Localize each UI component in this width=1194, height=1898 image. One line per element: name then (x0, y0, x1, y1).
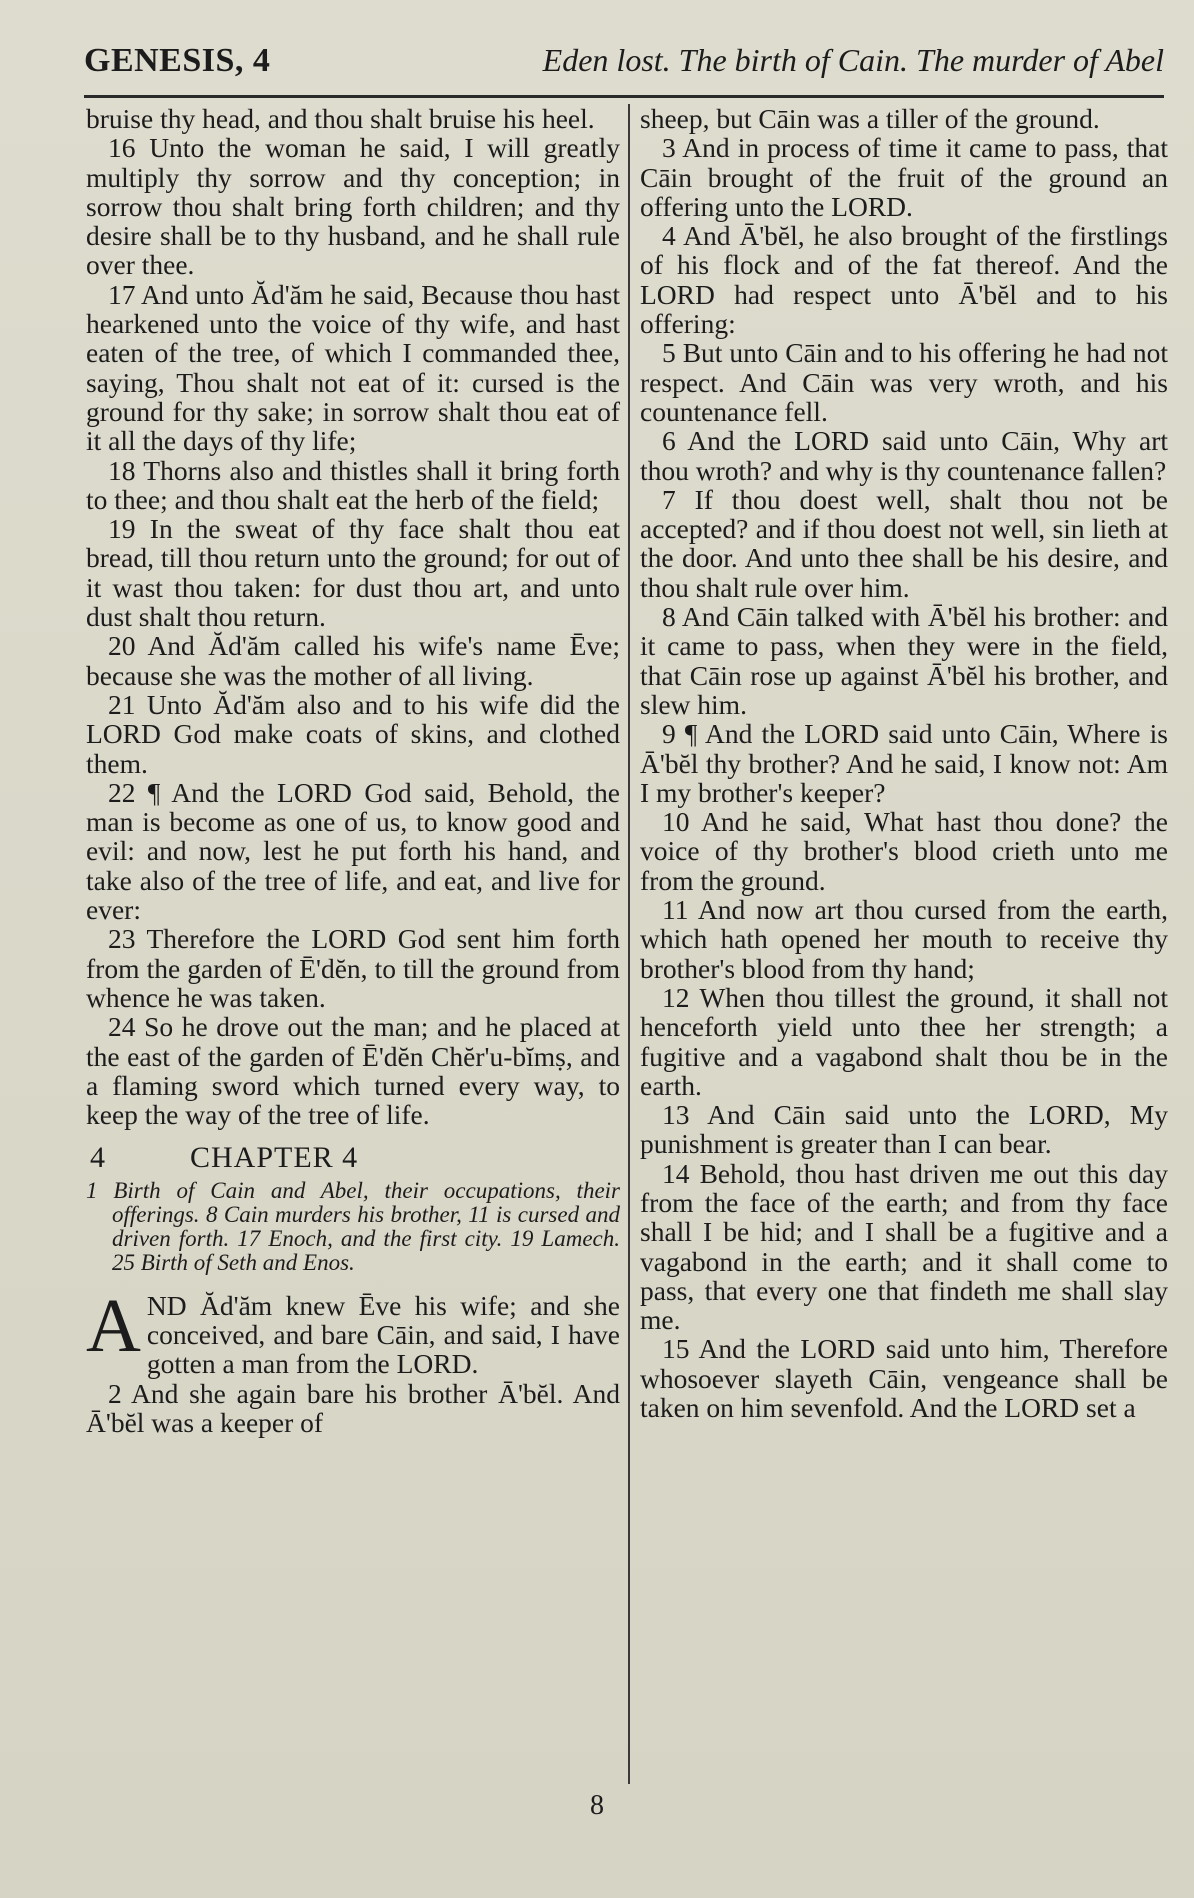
verse-3-21: 21 Unto Ăd'ăm also and to his wife did the LORD God make coats of skins, and clothed them. (86, 688, 620, 779)
left-column (86, 104, 620, 1784)
verse-4-5: 5 But unto Cāin and to his offering he had not respect. And Cāin was very wroth, and his countenance fell. (640, 337, 1168, 427)
verse-4-10: 10 And he said, What hast thou done? the voice of thy brother's blood crieth unto me from the ground. (640, 806, 1168, 896)
verse-4-11: 11 And now art thou cursed from the earth, which hath opened her mouth to receive thy brother's blood from thy hand; (640, 894, 1168, 984)
verse-4-15: 15 And the LORD said unto him, Therefore whosoever slayeth Cāin, vengeance shall be taken on him sevenfold. And the LORD set a (640, 1333, 1168, 1424)
running-header (84, 42, 1164, 88)
verse-3-18: 18 Thorns also and thistles shall it bring forth to thee; and thou shalt eat the herb of the field; (86, 454, 620, 515)
verse-4-9: 9 ¶ And the LORD said unto Cāin, Where is Ā'bĕl thy brother? And he said, I know not: Am I my brother's keeper? (640, 718, 1168, 808)
verse-4-12: 12 When thou tillest the ground, it shall not henceforth yield unto thee her strength; a fugitive and a vagabond shalt thou be in the earth. (640, 981, 1168, 1101)
right-column (640, 104, 1168, 1784)
verse-4-7: 7 If thou doest well, shalt thou not be accepted? and if thou doest not well, sin lieth at the door. And unto thee shall be his desire, and thou shalt rule over him. (640, 483, 1168, 603)
verse-4-14: 14 Behold, thou hast driven me out this day from the face of the earth; and from thy face shall I be hid; and I shall be a fugitive and a vagabond in the earth; and it shall come to pass, that every one that findeth me shall slay me. (640, 1157, 1168, 1336)
verse-continuation-right: sheep, but Cāin was a tiller of the ground. (640, 104, 1100, 134)
verse-4-4: 4 And Ā'bĕl, he also brought of the firstlings of his flock and of the fat thereof. And the LORD had respect unto Ā'bĕl and to his offering: (640, 220, 1168, 340)
chapter-title: CHAPTER 4 (190, 1141, 359, 1175)
header-rule (84, 95, 1164, 98)
verse-3-22: 22 ¶ And the LORD God said, Behold, the man is become as one of us, to know good and evil: and now, lest he put forth his hand, and take also of the tree of life, and eat, and live for ever: (86, 776, 620, 926)
page-topics-heading: Eden lost. The birth of Cain. The murder of Abel (542, 42, 1164, 78)
column-divider (628, 104, 630, 1784)
verse-4-8: 8 And Cāin talked with Ā'bĕl his brother: and it came to pass, when they were in the field, that Cāin rose up against Ā'bĕl his brother, and slew him. (640, 601, 1168, 720)
book-chapter-heading: GENESIS, 4 (84, 42, 271, 79)
verse-4-3: 3 And in process of time it came to pass, that Cāin brought of the fruit of the ground an offering unto the LORD. (640, 132, 1168, 222)
verse-continuation: bruise thy head, and thou shalt bruise his heel. (86, 104, 595, 134)
verse-3-23: 23 Therefore the LORD God sent him forth from the garden of Ē'dĕn, to till the ground from whence he was taken. (86, 923, 620, 1013)
verse-4-1-text: ND Ăd'ăm knew Ēve his wife; and she conceived, and bare Cāin, and said, I have gotten a man from the LORD. (146, 1289, 620, 1380)
chapter-number: 4 (90, 1141, 105, 1175)
drop-cap: A (86, 1283, 141, 1368)
verse-4-13: 13 And Cāin said unto the LORD, My punishment is greater than I can bear. (640, 1099, 1168, 1160)
verse-3-20: 20 And Ăd'ăm called his wife's name Ēve; because she was the mother of all living. (86, 630, 620, 691)
chapter-summary: 1 Birth of Cain and Abel, their occupations, their offerings. 8 Cain murders his brother, 11 is cursed and driven forth. 17 Enoch, and the first city. 19 Lamech. 25 Birth of Seth and Enos. (86, 1177, 620, 1275)
verse-3-17: 17 And unto Ăd'ăm he said, Because thou hast hearkened unto the voice of thy wife, and hast eaten of the tree, of which I commanded thee, saying, Thou shalt not eat of it: cursed is the ground for thy sake; in sorrow shalt thou eat of it all the days of thy life; (86, 278, 620, 457)
verse-3-16: 16 Unto the woman he said, I will greatly multiply thy sorrow and thy conception; in sorrow thou shalt bring forth children; and thy desire shall be to thy husband, and he shall rule over thee. (86, 132, 620, 281)
verse-4-1 (86, 1283, 620, 1380)
verse-3-19: 19 In the sweat of thy face shalt thou eat bread, till thou return unto the ground; for out of it wast thou taken: for dust thou art, and unto dust shalt thou return. (86, 513, 620, 633)
verse-3-24: 24 So he drove out the man; and he placed at the east of the garden of Ē'dĕn Chĕr'u-bĭmṣ, and a flaming sword which turned every way, to keep the way of the tree of life. (86, 1011, 620, 1131)
verse-4-6: 6 And the LORD said unto Cāin, Why art thou wroth? and why is thy countenance fallen? (640, 425, 1168, 486)
verse-4-2: 2 And she again bare his brother Ā'bĕl. And Ā'bĕl was a keeper of (86, 1377, 620, 1438)
page-number: 8 (590, 1790, 604, 1821)
chapter-heading (86, 1141, 620, 1175)
